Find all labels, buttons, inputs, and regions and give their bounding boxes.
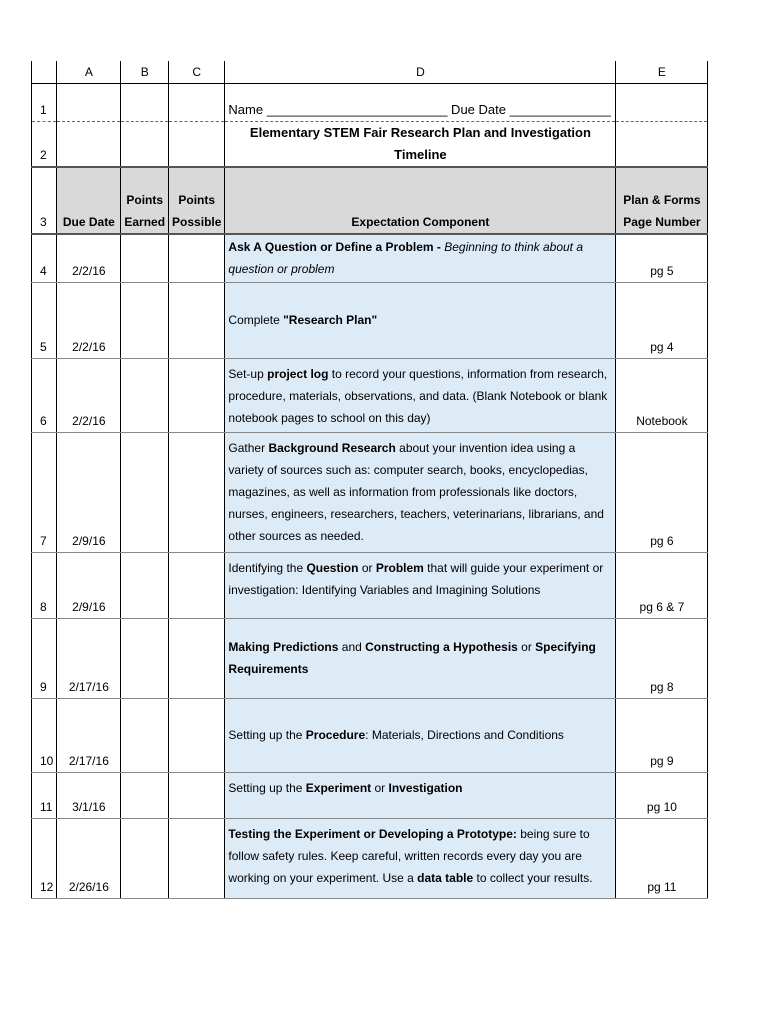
expectation-text-part: Setting up the: [228, 728, 306, 742]
row-2: [32, 122, 708, 168]
column-header-e[interactable]: E: [616, 61, 708, 84]
points-possible-cell[interactable]: [169, 818, 225, 898]
points-earned-cell[interactable]: [121, 552, 169, 618]
points-earned-cell[interactable]: [121, 282, 169, 358]
header-points-earned-line1: Points: [126, 193, 164, 207]
expectation-text-part: Specifying Requirements: [228, 640, 596, 676]
points-possible-cell[interactable]: [169, 234, 225, 282]
page-number-cell[interactable]: pg 5: [616, 234, 708, 282]
expectation-cell[interactable]: [225, 618, 616, 698]
corner-cell: [32, 61, 57, 84]
header-points-possible-line1: Points: [178, 193, 216, 207]
expectation-text-part: Complete: [228, 313, 284, 327]
points-earned-cell[interactable]: [121, 772, 169, 818]
points-possible-cell[interactable]: [169, 618, 225, 698]
spreadsheet: [31, 61, 708, 899]
expectation-text-part: that will guide your experiment or investigation: Identifying Variables and Imagining Solutions: [228, 560, 604, 597]
header-plan-forms-line2: Page Number: [623, 215, 701, 229]
column-header-d[interactable]: D: [225, 61, 616, 84]
expectation-text-part: project log: [267, 366, 329, 381]
header-plan-forms: [616, 167, 708, 234]
page-number-cell[interactable]: Notebook: [616, 358, 708, 432]
points-earned-cell[interactable]: [121, 698, 169, 772]
name-due-date-line[interactable]: Name _________________________ Due Date ______________: [225, 84, 616, 122]
column-header-b[interactable]: B: [121, 61, 169, 84]
expectation-cell[interactable]: [225, 432, 616, 552]
expectation-cell[interactable]: [225, 818, 616, 898]
expectation-cell[interactable]: [225, 282, 616, 358]
expectation-text-part: Beginning to think about a question or problem: [228, 240, 584, 277]
expectation-text-part: data table: [417, 870, 474, 885]
points-earned-cell[interactable]: [121, 818, 169, 898]
cell[interactable]: [169, 84, 225, 122]
expectation-text-part: Testing the Experiment or Developing a Prototype:: [228, 826, 517, 841]
row-number: 2: [32, 122, 57, 168]
row-number: 4: [32, 234, 57, 282]
row-1: [32, 84, 708, 122]
cell[interactable]: [616, 84, 708, 122]
table-row: [32, 552, 708, 618]
header-plan-forms-line1: Plan & Forms: [623, 193, 701, 207]
table-row: [32, 358, 708, 432]
points-earned-cell[interactable]: [121, 618, 169, 698]
points-possible-cell[interactable]: [169, 282, 225, 358]
expectation-text-part: : Materials, Directions and Conditions: [365, 728, 564, 742]
expectation-text-part: or: [358, 560, 376, 575]
expectation-text-part: Set-up: [228, 366, 268, 381]
expectation-text-part: Gather: [228, 440, 269, 455]
page-number-cell[interactable]: pg 4: [616, 282, 708, 358]
expectation-cell[interactable]: [225, 552, 616, 618]
table-row: [32, 282, 708, 358]
cell[interactable]: [121, 84, 169, 122]
due-date-cell[interactable]: 2/9/16: [57, 432, 121, 552]
points-possible-cell[interactable]: [169, 552, 225, 618]
page-number-cell[interactable]: pg 9: [616, 698, 708, 772]
column-header-row: [32, 61, 708, 84]
expectation-text-part: being sure to follow safety rules. Keep careful, written records every day you are working on your experiment. Use a: [228, 826, 590, 885]
table-row: [32, 772, 708, 818]
expectation-text-part: Constructing a Hypothesis: [365, 640, 518, 654]
page-number-cell[interactable]: pg 6: [616, 432, 708, 552]
expectation-text-part: Identifying the: [228, 560, 307, 575]
expectation-cell[interactable]: [225, 772, 616, 818]
row-number: 12: [32, 818, 57, 898]
column-header-c[interactable]: C: [169, 61, 225, 84]
table-row: [32, 818, 708, 898]
due-date-cell[interactable]: 2/17/16: [57, 618, 121, 698]
page-number-cell[interactable]: pg 6 & 7: [616, 552, 708, 618]
points-possible-cell[interactable]: [169, 698, 225, 772]
due-date-cell[interactable]: 2/2/16: [57, 234, 121, 282]
expectation-cell[interactable]: [225, 698, 616, 772]
page-number-cell[interactable]: pg 8: [616, 618, 708, 698]
table-row: [32, 432, 708, 552]
points-earned-cell[interactable]: [121, 432, 169, 552]
row-number: 5: [32, 282, 57, 358]
expectation-text-part: Question: [306, 560, 359, 575]
expectation-text-part: and: [338, 640, 366, 654]
expectation-text-part: Procedure: [305, 728, 366, 742]
row-number: 3: [32, 167, 57, 234]
due-date-cell[interactable]: 3/1/16: [57, 772, 121, 818]
expectation-cell[interactable]: [225, 358, 616, 432]
expectation-text-part: Experiment: [305, 780, 372, 795]
timeline-rows: [32, 234, 708, 898]
expectation-text-part: or: [517, 640, 536, 654]
row-number: 6: [32, 358, 57, 432]
page-number-cell[interactable]: pg 10: [616, 772, 708, 818]
row-number: 9: [32, 618, 57, 698]
points-earned-cell[interactable]: [121, 358, 169, 432]
expectation-text-part: to record your questions, information from research, procedure, materials, observations, and data. (Blank Notebook or blank notebook pages to school on this day): [228, 366, 608, 425]
expectation-text-part: Setting up the: [228, 780, 306, 795]
cell[interactable]: [57, 84, 121, 122]
expectation-text-part: "Research Plan": [283, 313, 378, 327]
row-number: 10: [32, 698, 57, 772]
page-number-cell[interactable]: pg 11: [616, 818, 708, 898]
due-date-cell[interactable]: 2/9/16: [57, 552, 121, 618]
expectation-text-part: Ask A Question or Define a Problem -: [228, 240, 445, 255]
row-number: 7: [32, 432, 57, 552]
cell[interactable]: [169, 122, 225, 168]
points-earned-cell[interactable]: [121, 234, 169, 282]
due-date-cell[interactable]: 2/2/16: [57, 358, 121, 432]
expectation-cell[interactable]: [225, 234, 616, 282]
expectation-text-part: Making Predictions: [228, 640, 339, 654]
table-row: [32, 698, 708, 772]
cell[interactable]: [616, 122, 708, 168]
header-row: [32, 167, 708, 234]
expectation-text-part: Problem: [375, 560, 424, 575]
expectation-text-part: Investigation: [388, 780, 463, 795]
header-points-possible-line2: Possible: [172, 215, 222, 229]
expectation-text-part: or: [371, 780, 389, 795]
header-expectation-component: Expectation Component: [225, 167, 616, 234]
row-number: 1: [32, 84, 57, 122]
expectation-text-part: to collect your results.: [473, 870, 593, 885]
points-possible-cell[interactable]: [169, 772, 225, 818]
header-points-possible: [169, 167, 225, 234]
header-points-earned-line2: Earned: [124, 215, 166, 229]
due-date-cell[interactable]: 2/26/16: [57, 818, 121, 898]
cell[interactable]: [57, 122, 121, 168]
points-possible-cell[interactable]: [169, 358, 225, 432]
due-date-cell[interactable]: 2/17/16: [57, 698, 121, 772]
due-date-cell[interactable]: 2/2/16: [57, 282, 121, 358]
header-due-date: Due Date: [57, 167, 121, 234]
points-possible-cell[interactable]: [169, 432, 225, 552]
expectation-text-part: about your invention idea using a variety of sources such as: computer search, books, encyclopedias, magazines, as well as information from professionals like doctors, nurses, engineers, researchers, teachers, veterinarians, librarians, and other sources as needed.: [228, 440, 604, 543]
expectation-text-part: Background Research: [268, 440, 396, 455]
cell[interactable]: [121, 122, 169, 168]
row-number: 8: [32, 552, 57, 618]
column-header-a[interactable]: A: [57, 61, 121, 84]
table-row: [32, 618, 708, 698]
header-points-earned: [121, 167, 169, 234]
row-number: 11: [32, 772, 57, 818]
document-title: Elementary STEM Fair Research Plan and Investigation Timeline: [225, 122, 616, 168]
table-row: [32, 234, 708, 282]
